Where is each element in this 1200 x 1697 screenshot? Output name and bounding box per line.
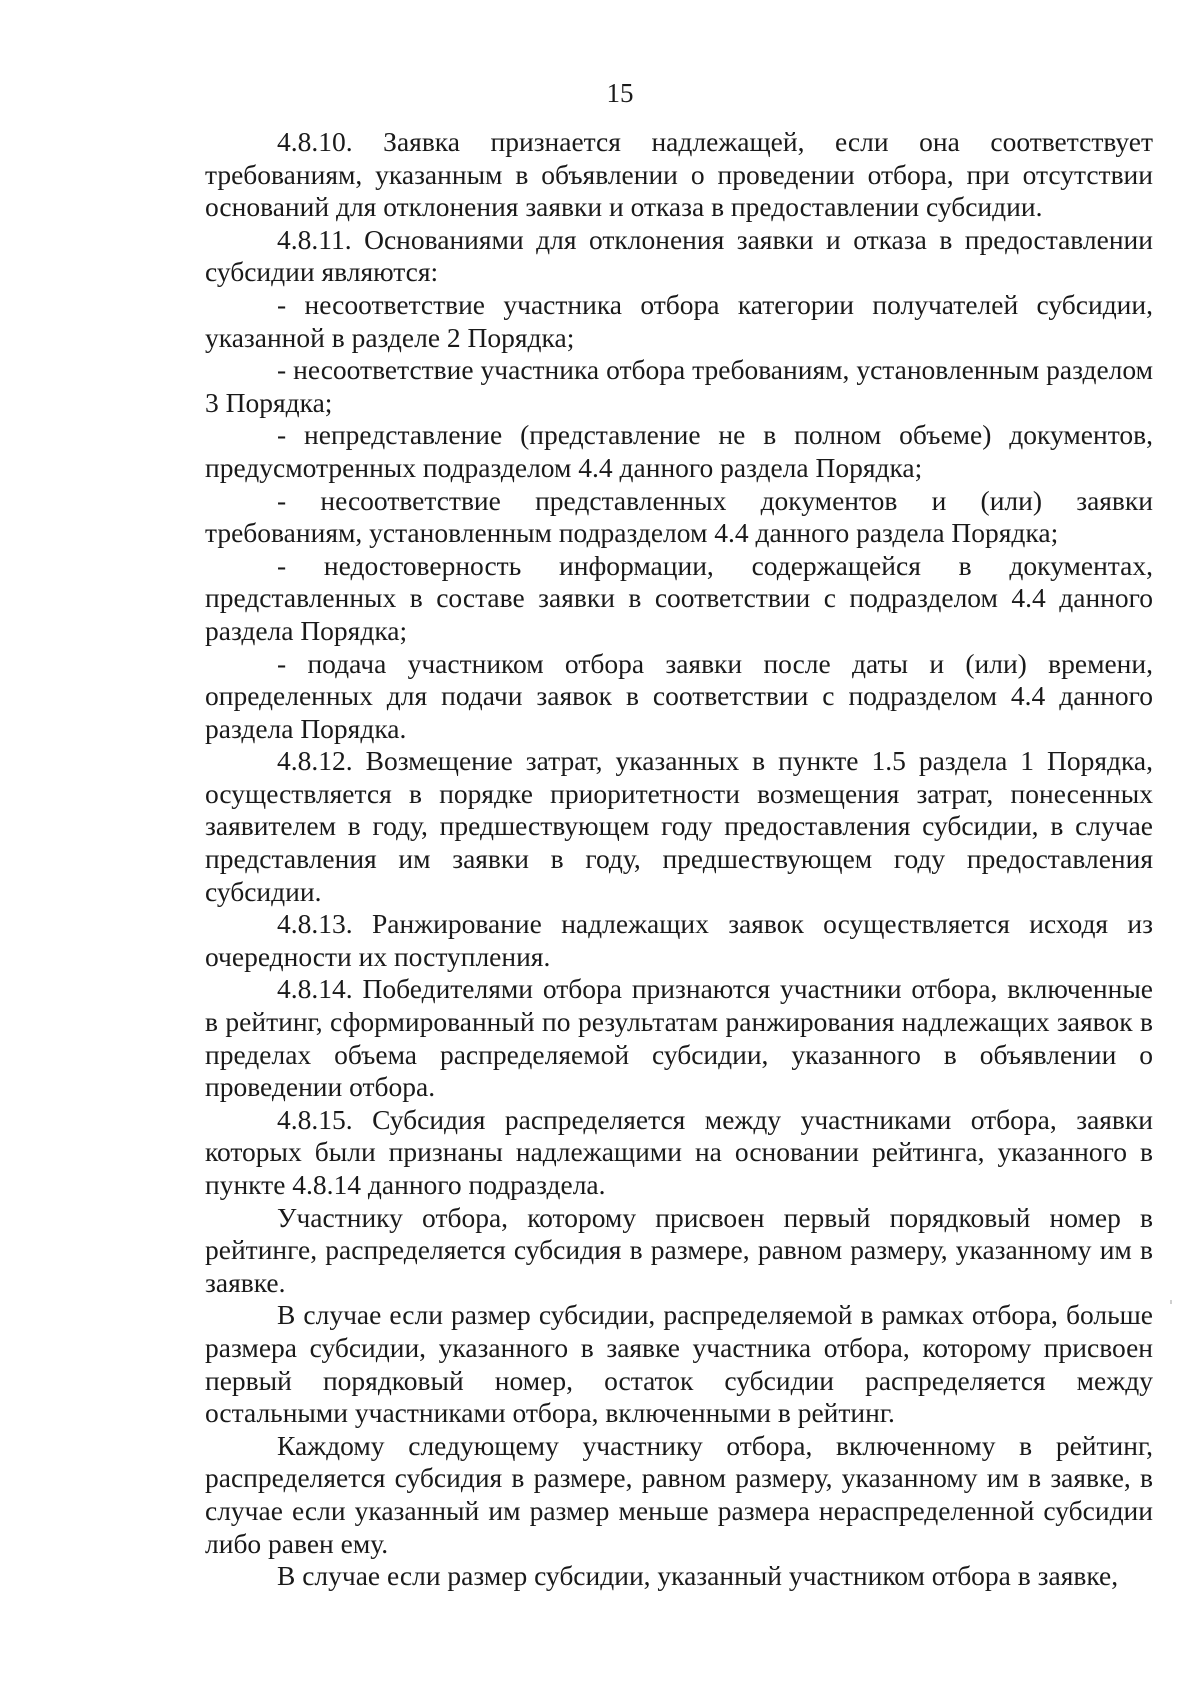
list-item: - непредставление (представление не в полном объеме) документов, предусмотренных подразделом 4.4 данного раздела Порядка; (205, 419, 1153, 483)
list-item: - несоответствие участника отбора категории получателей субсидии, указанной в разделе 2 Порядка; (205, 288, 1153, 353)
paragraph: В случае если размер субсидии, распределяемой в рамках отбора, больше размера субсидии, указанного в заявке участника отбора, которому присвоен первый порядковый номер, остаток субсидии распределяется между остальными участниками отбора, включенными в рейтинг. (205, 1299, 1153, 1429)
paragraph-4-8-13: 4.8.13. Ранжирование надлежащих заявок осуществляется исходя из очередности их поступления. (205, 908, 1153, 972)
list-item: - несоответствие представленных документов и (или) заявки требованиям, установленным подразделом 4.4 данного раздела Порядка; (205, 484, 1153, 549)
paragraph-4-8-12: 4.8.12. Возмещение затрат, указанных в пункте 1.5 раздела 1 Порядка, осуществляется в порядке приоритетности возмещения затрат, понесенных заявителем в году, предшествующем году предоставления субсидии, в случае представления им заявки в году, предшествующем году предоставления субсидии. (205, 745, 1153, 907)
paragraph: Каждому следующему участнику отбора, включенному в рейтинг, распределяется субсидия в размере, равном размеру, указанному им в заявке, в случае если указанный им размер меньше размера нераспределенной субсидии либо равен ему. (205, 1429, 1153, 1559)
document-body (205, 126, 1153, 1593)
paragraph-continued: В случае если размер субсидии, указанный участником отбора в заявке, (277, 1560, 1119, 1592)
scan-speck (1170, 1300, 1172, 1304)
paragraph-4-8-11: 4.8.11. Основаниями для отклонения заявки и отказа в предоставлении субсидии являются: (205, 223, 1153, 288)
list-item: - недостоверность информации, содержащейся в документах, представленных в составе заявки в соответствии с подразделом 4.4 данного раздела Порядка; (205, 549, 1153, 646)
page-number: 15 (606, 78, 634, 108)
paragraph: Участнику отбора, которому присвоен первый порядковый номер в рейтинге, распределяется субсидия в размере, равном размеру, указанному им в заявке. (205, 1201, 1153, 1298)
list-item: - несоответствие участника отбора требованиям, установленным разделом 3 Порядка; (205, 354, 1153, 418)
list-item: - подача участником отбора заявки после даты и (или) времени, определенных для подачи заявок в соответствии с подразделом 4.4 данного раздела Порядка. (205, 647, 1153, 744)
paragraph-4-8-10: 4.8.10. Заявка признается надлежащей, если она соответствует требованиям, указанным в объявлении о проведении отбора, при отсутствии оснований для отклонения заявки и отказа в предоставлении субсидии. (205, 126, 1153, 223)
paragraph-4-8-14: 4.8.14. Победителями отбора признаются участники отбора, включенные в рейтинг, сформированный по результатам ранжирования надлежащих заявок в пределах объема распределяемой субсидии, указанного в объявлении о проведении отбора. (205, 973, 1153, 1103)
paragraph-4-8-15: 4.8.15. Субсидия распределяется между участниками отбора, заявки которых были признаны надлежащими на основании рейтинга, указанного в пункте 4.8.14 данного подраздела. (205, 1103, 1153, 1200)
